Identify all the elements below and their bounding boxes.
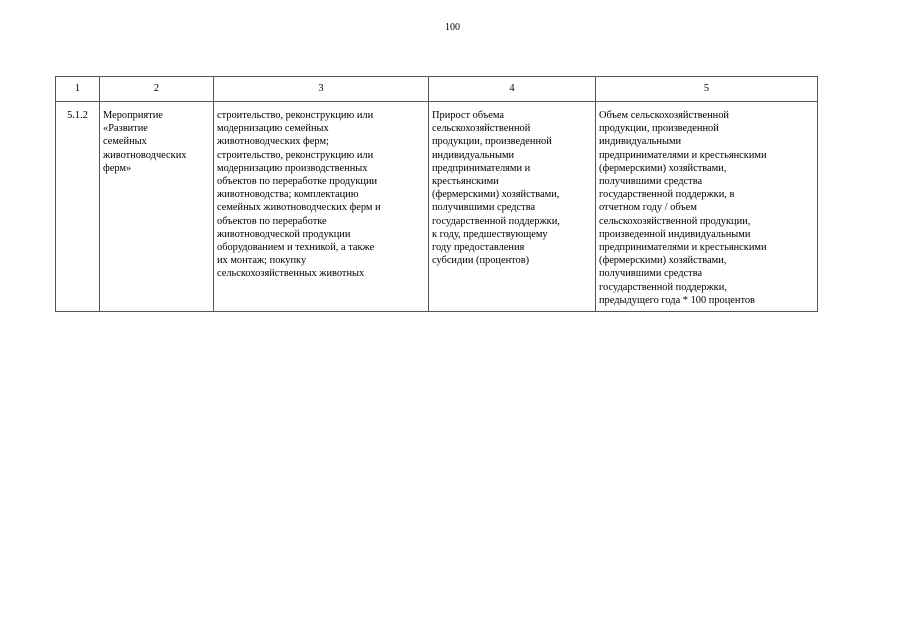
header-col-5: 5 xyxy=(596,77,818,102)
item-number: 5.1.2 xyxy=(67,110,88,121)
directions-cell xyxy=(214,102,429,312)
item-number-cell xyxy=(56,102,100,312)
header-row xyxy=(56,77,818,102)
header-col-3: 3 xyxy=(214,77,429,102)
measure-name: Мероприятие «Развитие семейных животноводческих ферм» xyxy=(103,110,187,174)
table-body xyxy=(56,102,818,312)
directions-text: строительство, реконструкцию или модернизацию семейных животноводческих ферм; строительство, реконструкцию или модернизацию производственных объектов по переработке продукции животноводства; комплектацию семейных животноводческих ферм и объектов по переработке животноводческой продукции оборудованием и техникой, а также их монтаж; покупку сельскохозяйственных животных xyxy=(217,110,381,280)
formula-cell xyxy=(596,102,818,312)
header-col-4: 4 xyxy=(429,77,596,102)
header-col-2: 2 xyxy=(100,77,214,102)
table-header xyxy=(56,77,818,102)
measure-name-cell xyxy=(100,102,214,312)
table-row xyxy=(56,102,818,312)
measures-table xyxy=(55,76,818,312)
header-col-1: 1 xyxy=(56,77,100,102)
indicator-cell xyxy=(429,102,596,312)
indicator-text: Прирост объема сельскохозяйственной продукции, произведенной индивидуальными предпринимателями и крестьянскими (фермерскими) хозяйствами, получившими средства государственной поддержки, к году, предшествующему году предоставления субсидии (процентов) xyxy=(432,110,560,267)
page-number: 100 xyxy=(445,22,460,33)
formula-text: Объем сельскохозяйственной продукции, произведенной индивидуальными предпринимателями и крестьянскими (фермерскими) хозяйствами, получившими средства государственной поддержки, в отчетном году / объем сельскохозяйственной продукции, произведенной индивидуальными предпринимателями и крестьянскими (фермерскими) хозяйствами, получившими средства государственной поддержки, предыдущего года * 100 процентов xyxy=(599,110,767,306)
